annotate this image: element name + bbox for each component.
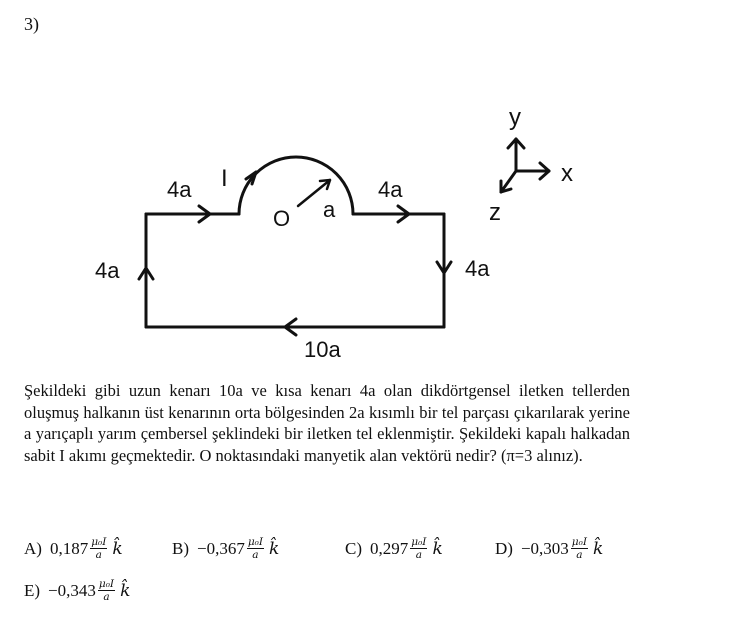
option-b[interactable] <box>172 536 279 561</box>
semicircle-wire <box>239 157 353 214</box>
option-letter: C) <box>345 538 362 558</box>
right-side-length-label: 4a <box>465 256 490 281</box>
option-letter: D) <box>495 538 513 558</box>
option-value: −0,343 <box>48 580 96 600</box>
fraction-numerator: μ₀I <box>98 578 115 590</box>
top-right-length-label: 4a <box>378 177 403 202</box>
fraction-denominator: a <box>103 591 110 603</box>
mu0-over-a-fraction <box>90 536 107 561</box>
z-axis-label: z <box>489 199 501 226</box>
top-left-length-label: 4a <box>167 177 192 202</box>
left-side-length-label: 4a <box>95 258 120 283</box>
y-axis-label: y <box>509 104 521 131</box>
k-hat-unit-vector: k̂ <box>592 538 604 559</box>
option-a[interactable] <box>24 536 123 561</box>
option-value: −0,303 <box>520 538 569 558</box>
option-c[interactable] <box>345 536 443 561</box>
fraction-numerator: μ₀I <box>571 536 587 548</box>
fraction-denominator: a <box>415 549 422 561</box>
bottom-length-label: 10a <box>304 337 341 362</box>
coordinate-axes <box>501 139 549 192</box>
x-axis-label: x <box>561 160 573 187</box>
mu0-over-a-fraction <box>410 536 427 561</box>
option-value: 0,187 <box>49 538 89 558</box>
fraction-numerator: μ₀I <box>91 536 107 548</box>
k-hat-unit-vector: k̂ <box>120 580 131 601</box>
radius-label: a <box>323 197 336 222</box>
mu0-over-a-fraction <box>571 536 588 561</box>
option-d[interactable] <box>495 536 603 561</box>
center-point-label: O <box>273 206 291 231</box>
mu0-over-a-fraction <box>247 536 264 561</box>
option-value: 0,297 <box>370 538 409 558</box>
k-hat-unit-vector: k̂ <box>432 538 443 559</box>
option-letter: A) <box>24 538 42 558</box>
current-label: I <box>221 165 228 192</box>
fraction-numerator: μ₀I <box>411 536 427 548</box>
fraction-numerator: μ₀I <box>247 536 264 548</box>
option-letter: E) <box>24 580 41 600</box>
option-letter: B) <box>172 538 189 558</box>
fraction-denominator: a <box>576 549 583 561</box>
mu0-over-a-fraction <box>98 578 115 603</box>
question-text: Şekildeki gibi uzun kenarı 10a ve kısa kenarı 4a olan dikdörtgensel iletken tellerden oluşmuş halkanın üst kenarının orta bölgesinden 2a kısımlı bir tel parçası çıkarılarak yerine a yarıçaplı yarım çembersel şeklindeki bir iletken tel eklenmiştir. Şekildeki kapalı halkadan sabit I akımı geçmektedir. O noktasındaki manyetik alan vektörü nedir? (π=3 alınız). <box>24 381 630 465</box>
fraction-denominator: a <box>252 549 259 561</box>
option-value: −0,367 <box>197 538 245 558</box>
option-e[interactable] <box>24 578 130 603</box>
k-hat-unit-vector: k̂ <box>269 538 280 559</box>
fraction-denominator: a <box>95 549 102 561</box>
question-number: 3) <box>24 14 39 34</box>
k-hat-unit-vector: k̂ <box>112 538 123 559</box>
